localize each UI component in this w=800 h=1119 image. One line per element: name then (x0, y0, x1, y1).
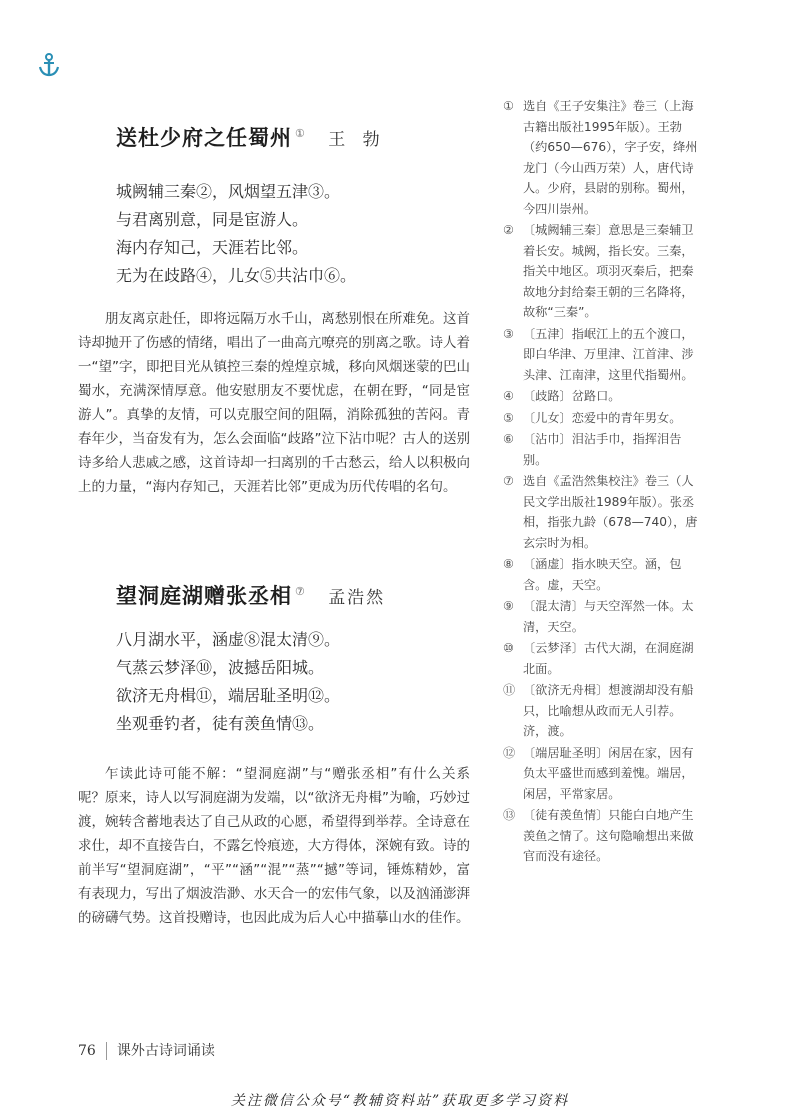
footnote: ⑧ 〔涵虚〕指水映天空。涵，包含。虚，天空。 (503, 557, 682, 592)
poem1-verse (116, 178, 356, 290)
anchor-logo-icon (36, 52, 62, 78)
footnote: ⑫ 〔端居耻圣明〕闲居在家，因有负太平盛世而感到羞愧。端居，闲居，平常家居。 (503, 745, 694, 801)
verse-line: 气蒸云梦泽⑩，波撼岳阳城。 (116, 658, 325, 677)
footnotes-column (503, 96, 701, 868)
poem2-verse (116, 626, 340, 738)
footnote: ⑦ 选自《孟浩然集校注》卷三（人民文学出版社1989年版）。张丞相，指张九龄（678—740），唐玄宗时为相。 (503, 474, 698, 550)
poem2-author: 孟浩然 (328, 588, 386, 608)
page-number: 76 (78, 1043, 96, 1059)
footnote: ② 〔城阙辅三秦〕意思是三秦辅卫着长安。城阙，指长安。三秦，指关中地区。项羽灭秦后，把秦故地分封给秦王朝的三名降将，故称“三秦”。 (503, 223, 694, 319)
footnote: ① 选自《王子安集注》卷三（上海古籍出版社1995年版）。王勃（约650—676），字子安，绛州龙门（今山西万荣）人，唐代诗人。少府，县尉的别称。蜀州，今四川崇州。 (503, 99, 698, 216)
verse-line: 无为在歧路④，儿女⑤共沾巾⑥。 (116, 266, 357, 285)
page-footer (78, 1040, 215, 1060)
folio-divider (106, 1042, 107, 1060)
verse-line: 欲济无舟楫⑪，端居耻圣明⑫。 (116, 686, 341, 705)
verse-line: 八月湖水平，涵虚⑧混太清⑨。 (116, 630, 341, 649)
footnote: ⑨ 〔混太清〕与天空浑然一体。太清，天空。 (503, 599, 694, 634)
poem1-commentary: 朋友离京赴任，即将远隔万水千山，离愁别恨在所难免。这首诗却抛开了伤感的情绪，唱出了一曲高亢嘹亮的别离之歌。诗人着一“望”字，即把目光从镇控三秦的煌煌京城，移向风烟迷蒙的巴山蜀水，充满深情厚意。他安慰朋友不要忧虑，在朝在野，“同是宦游人”。真挚的友情，可以克服空间的阻隔，消除孤独的苦闷。青春年少，当奋发有为，怎么会面临“歧路”泣下沾巾呢？古人的送别诗多给人悲戚之感，这首诗却一扫离别的千古愁云，给人以积极向上的力量，“海内存知己，天涯若比邻”更成为历代传唱的名句。 (78, 311, 470, 495)
poem1-author: 王 勃 (328, 130, 386, 150)
section-title: 课外古诗词诵读 (116, 1043, 215, 1059)
verse-line: 城阙辅三秦②，风烟望五津③。 (116, 182, 341, 201)
verse-line: 与君离别意，同是宦游人。 (116, 210, 309, 229)
watermark-footer: 关注微信公众号“教辅资料站”获取更多学习资料 (230, 1093, 570, 1109)
footnote: ⑩ 〔云梦泽〕古代大湖，在洞庭湖北面。 (503, 641, 694, 676)
footnote: ③ 〔五津〕指岷江上的五个渡口，即白华津、万里津、江首津、涉头津、江南津，这里代指蜀州。 (503, 326, 694, 382)
footnote: ⑪ 〔欲济无舟楫〕想渡湖却没有船只，比喻想从政而无人引荐。济，渡。 (503, 683, 694, 738)
footnote: ⑤ 〔儿女〕恋爱中的青年男女。 (503, 410, 682, 425)
verse-line: 坐观垂钓者，徒有羡鱼情⑬。 (116, 714, 325, 733)
poem2-title: 望洞庭湖赠张丞相 ⑦ 孟浩然 (116, 583, 386, 608)
footnote: ④ 〔歧路〕岔路口。 (503, 389, 621, 403)
verse-line: 海内存知己，天涯若比邻。 (116, 238, 309, 257)
poem1-title: 送杜少府之任蜀州 ① 王 勃 (116, 125, 386, 150)
footnote: ⑬ 〔徒有羡鱼情〕只能白白地产生羡鱼之情了。这句隐喻想出来做官而没有途径。 (503, 808, 694, 863)
footnote: ⑥ 〔沾巾〕泪沾手巾，指挥泪告别。 (503, 432, 682, 467)
poem2-commentary: 乍读此诗可能不解：“望洞庭湖”与“赠张丞相”有什么关系呢？原来，诗人以写洞庭湖为发端，以“欲济无舟楫”为喻，巧妙过渡，婉转含蓄地表达了自己从政的心愿，希望得到举荐。全诗意在求仕，却不直接告白，不露乞怜痕迹，大方得体，深婉有致。诗的前半写“望洞庭湖”，“平”“涵”“混”“蒸”“撼”等词，锤炼精妙，富有表现力，写出了烟波浩渺、水天合一的宏伟气象，以及汹涌澎湃的磅礴气势。这首投赠诗，也因此成为后人心中描摹山水的佳作。 (78, 766, 470, 926)
